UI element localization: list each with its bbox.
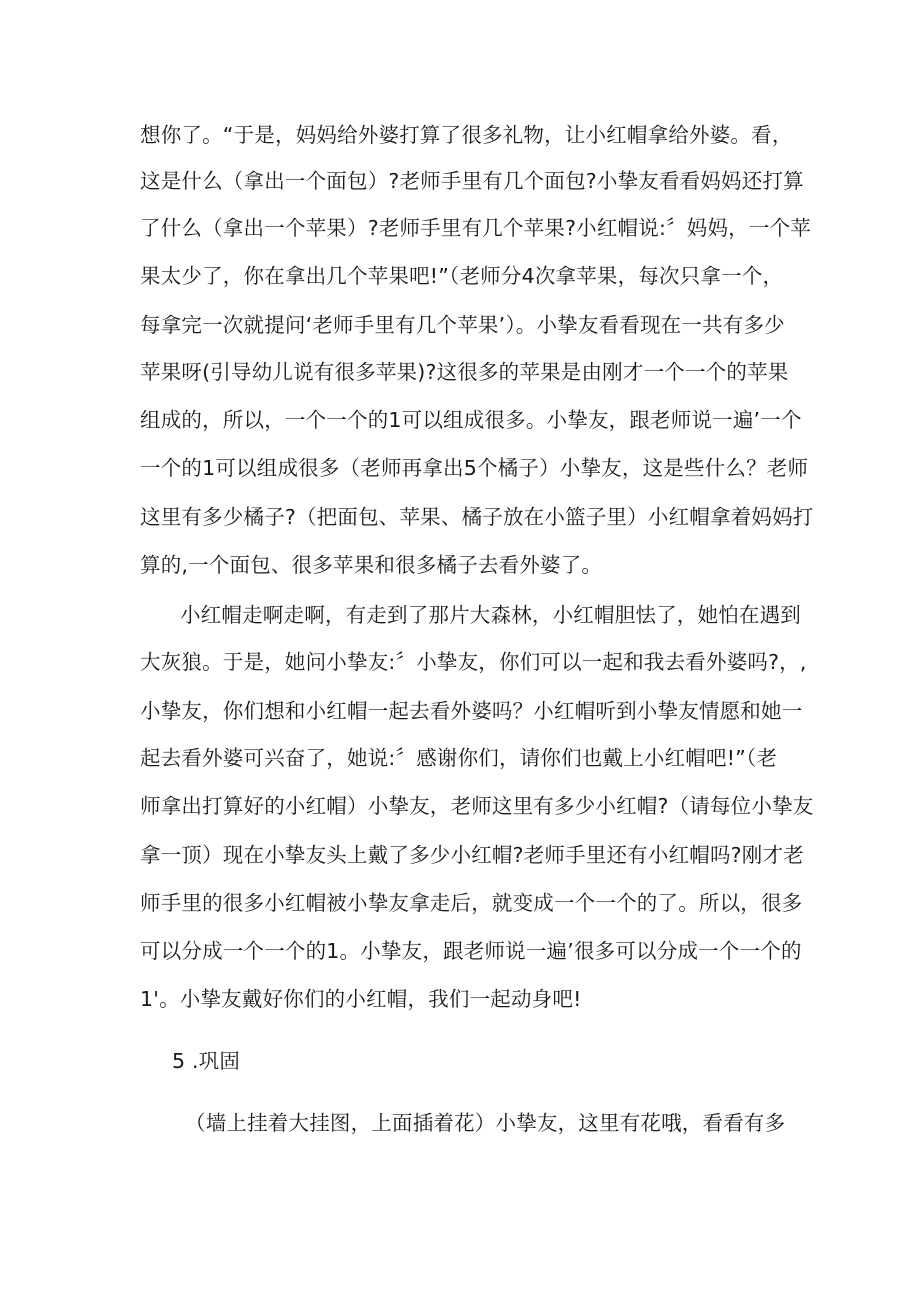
paragraph-2-line-8: 可以分成一个一个的1。小挚友，跟老师说一遍’很多可以分成一个一个的 [140, 939, 802, 963]
paragraph-1-line-6: 苹果呀(引导幼儿说有很多苹果)?这很多的苹果是由刚才一个一个的苹果 [140, 360, 789, 384]
paragraph-1-line-10: 算的,一个面包、很多苹果和很多橘子去看外婆了。 [140, 553, 603, 577]
paragraph-1-line-4: 果太少了，你在拿出几个苹果吧!”（老师分4次拿苹果，每次只拿一个， [140, 264, 784, 288]
paragraph-2-line-4: 起去看外婆可兴奋了，她说:〞感谢你们，请你们也戴上小红帽吧!”（老 [140, 746, 778, 770]
paragraph-2-line-5: 师拿出打算好的小红帽）小挚友，老师这里有多少小红帽?（请每位小挚友 [140, 794, 814, 818]
section-heading: 5 .巩固 [172, 1049, 241, 1073]
paragraph-1-line-5: 每拿完一次就提问‘老师手里有几个苹果’）。小挚友看看现在一共有多少 [140, 313, 785, 337]
paragraph-3-line-1: （墙上挂着大挂图，上面插着花）小挚友，这里有花哦，看看有多 [185, 1111, 786, 1135]
paragraph-1-line-7: 组成的，所以，一个一个的1可以组成很多。小挚友，跟老师说一遍’一个 [140, 408, 802, 432]
paragraph-2-line-2: 大灰狼。于是，她问小挚友:〞小挚友，你们可以一起和我去看外婆吗?，, [140, 650, 807, 674]
paragraph-1-line-8: 一个的1可以组成很多（老师再拿出5个橘子）小挚友，这是些什么？老师 [140, 456, 809, 480]
paragraph-2-line-3: 小挚友，你们想和小红帽一起去看外婆吗？小红帽听到小挚友情愿和她一 [140, 699, 803, 723]
paragraph-2-line-9: 1'。小挚友戴好你们的小红帽，我们一起动身吧! [140, 987, 582, 1011]
paragraph-2-line-6: 拿一顶）现在小挚友头上戴了多少小红帽?老师手里还有小红帽吗?刚才老 [140, 843, 804, 867]
paragraph-1-line-1: 想你了。“于是，妈妈给外婆打算了很多礼物，让小红帽拿给外婆。看， [140, 123, 793, 147]
paragraph-1-line-2: 这是什么（拿出一个面包）?老师手里有几个面包?小挚友看看妈妈还打算 [140, 169, 804, 193]
paragraph-1-line-9: 这里有多少橘子?（把面包、苹果、橘子放在小篮子里）小红帽拿着妈妈打 [140, 505, 814, 529]
paragraph-2-line-7: 师手里的很多小红帽被小挚友拿走后，就变成一个一个的了。所以，很多 [140, 891, 803, 915]
paragraph-2-line-1: 小红帽走啊走啊，有走到了那片大森林，小红帽胆怯了，她怕在遇到 [180, 603, 801, 627]
paragraph-1-line-3: 了什么（拿出一个苹果）?老师手里有几个苹果?小红帽说:〞妈妈，一个苹 [140, 216, 811, 240]
